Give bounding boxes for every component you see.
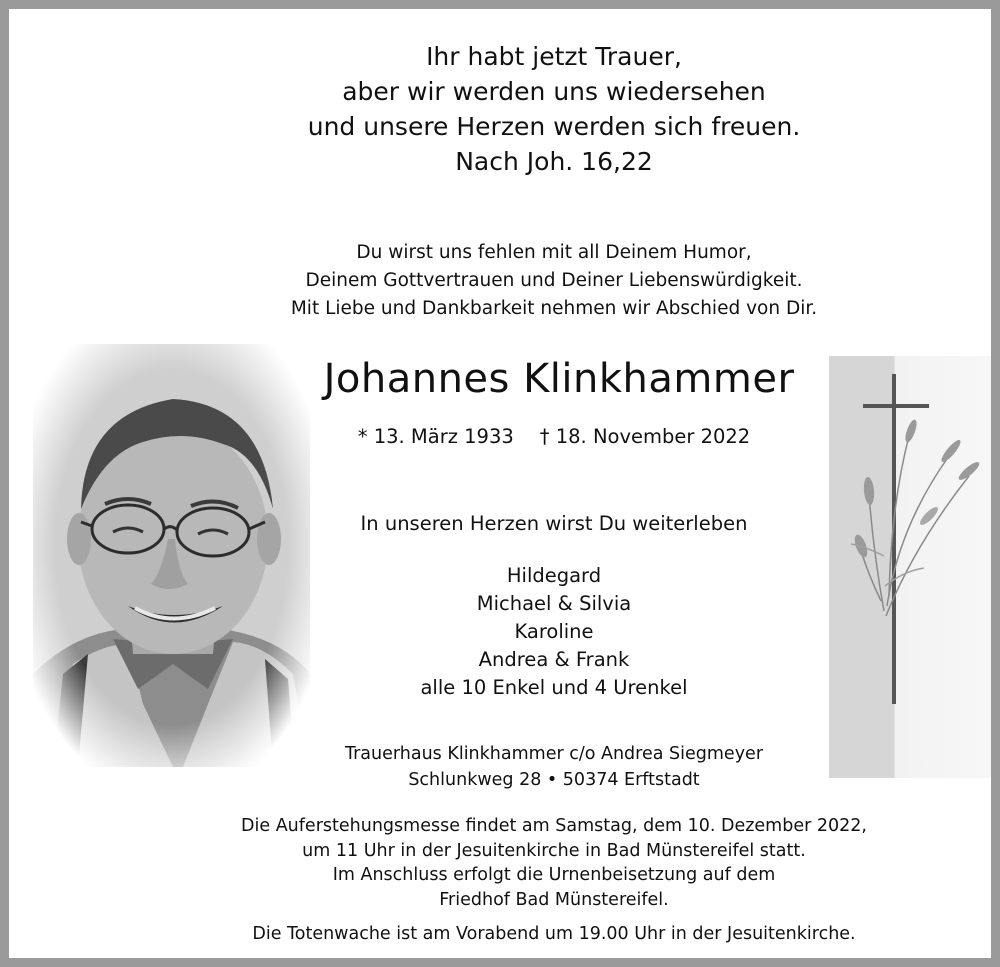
mourner-name: Andrea & Frank	[478, 648, 630, 671]
bible-verse	[154, 39, 954, 179]
mourner-name: Karoline	[514, 620, 594, 643]
verse-line: und unsere Herzen werden sich freuen.	[307, 112, 801, 141]
service-line: um 11 Uhr in der Jesuitenkirche in Bad Münstereifel statt.	[302, 840, 806, 861]
funeral-service-info	[154, 814, 954, 912]
farewell-message	[154, 239, 954, 323]
cross-illustration	[829, 356, 991, 778]
verse-line: aber wir werden uns wiedersehen	[342, 77, 766, 106]
mourners-list	[299, 562, 809, 702]
address-line: Schlunkweg 28 • 50374 Erftstadt	[408, 770, 700, 790]
life-dates	[299, 422, 809, 452]
farewell-line: Mit Liebe und Dankbarkeit nehmen wir Abschied von Dir.	[290, 298, 818, 319]
mourner-name: Hildegard	[506, 564, 602, 587]
mourning-address	[299, 741, 809, 793]
death-date: † 18. November 2022	[539, 425, 751, 448]
portrait-illustration	[33, 344, 310, 767]
wake-info: Die Totenwache ist am Vorabend um 19.00 Uhr in der Jesuitenkirche.	[252, 924, 856, 944]
cross-with-wheat-icon	[829, 356, 991, 778]
portrait-photo	[33, 344, 310, 767]
remembrance-line: In unseren Herzen wirst Du weiterleben	[360, 512, 748, 535]
verse-line: Ihr habt jetzt Trauer,	[426, 42, 682, 71]
mourner-name: Michael & Silvia	[476, 592, 632, 615]
service-line: Im Anschluss erfolgt die Urnenbeisetzung auf dem	[332, 865, 776, 885]
verse-reference: Nach Joh. 16,22	[455, 147, 653, 176]
birth-date: * 13. März 1933	[357, 425, 514, 448]
service-line: Friedhof Bad Münstereifel.	[439, 889, 669, 910]
service-line: Die Auferstehungsmesse findet am Samstag, dem 10. Dezember 2022,	[241, 816, 867, 836]
farewell-line: Du wirst uns fehlen mit all Deinem Humor,	[356, 242, 752, 263]
farewell-line: Deinem Gottvertrauen und Deiner Liebenswürdigkeit.	[305, 270, 803, 291]
address-line: Trauerhaus Klinkhammer c/o Andrea Siegmeyer	[344, 744, 764, 764]
deceased-name: Johannes Klinkhammer	[323, 356, 795, 402]
mourner-name: alle 10 Enkel und 4 Urenkel	[420, 676, 688, 699]
